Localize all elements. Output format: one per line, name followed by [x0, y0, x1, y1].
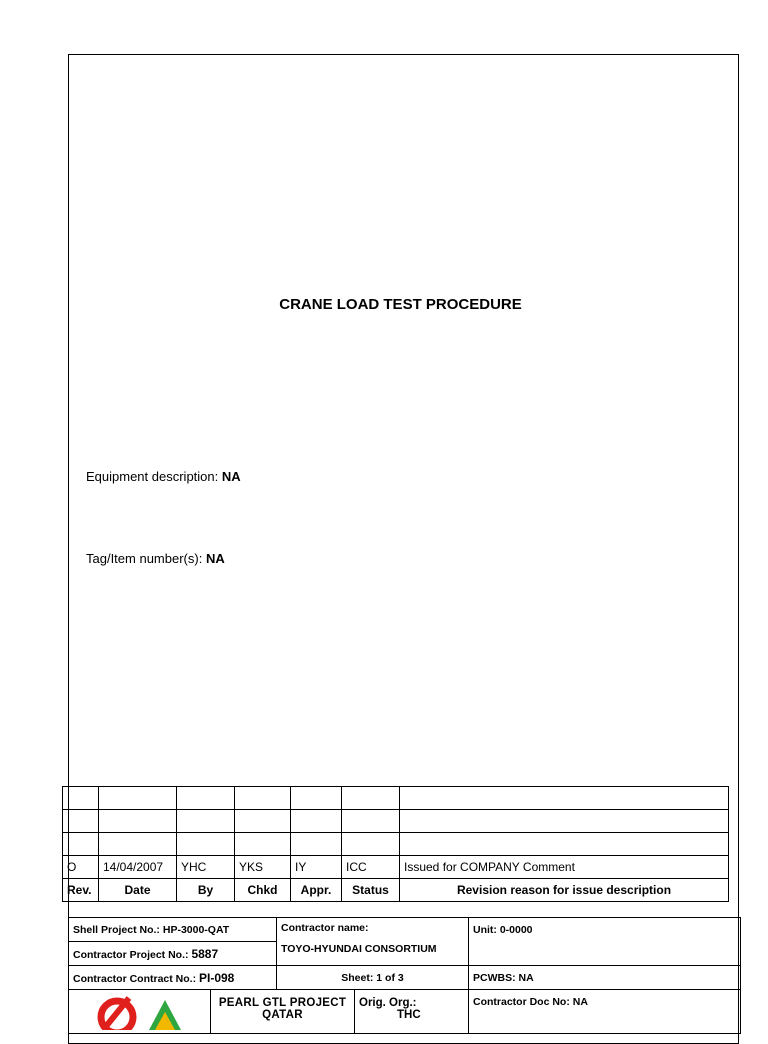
status-cell: ICC [342, 856, 400, 879]
col-date: Date [99, 879, 177, 902]
revision-table [62, 786, 729, 902]
col-chkd: Chkd [235, 879, 291, 902]
unit: Unit: 0-0000 [469, 918, 741, 966]
col-rev: Rev. [63, 879, 99, 902]
rev-cell: O [63, 856, 99, 879]
revision-row-empty [63, 833, 729, 856]
revision-header [63, 879, 729, 902]
revision-row [63, 856, 729, 879]
revision-row-empty [63, 810, 729, 833]
title-block [68, 917, 741, 1034]
tag-label: Tag/Item number(s): [86, 551, 206, 566]
project-name: PEARL GTL PROJECT QATAR [211, 990, 355, 1034]
by-cell: YHC [177, 856, 235, 879]
revision-row-empty [63, 787, 729, 810]
appr-cell: IY [291, 856, 342, 879]
orig-org: Orig. Org.: THC [355, 990, 469, 1034]
shell-project-no: Shell Project No.: HP-3000-QAT [69, 918, 277, 942]
contractor-project-no: Contractor Project No.: 5887 [69, 942, 277, 966]
pcwbs: PCWBS: NA [469, 966, 741, 990]
col-description: Revision reason for issue description [400, 879, 729, 902]
chkd-cell: YKS [235, 856, 291, 879]
contractor-contract-no: Contractor Contract No.: PI-098 [69, 966, 277, 990]
date-cell: 14/04/2007 [99, 856, 177, 879]
description-cell: Issued for COMPANY Comment [400, 856, 729, 879]
document-title: CRANE LOAD TEST PROCEDURE [279, 296, 522, 313]
company-logos [69, 990, 211, 1034]
col-by: By [177, 879, 235, 902]
tag-value: NA [205, 551, 225, 566]
equipment-label: Equipment description: [86, 469, 222, 484]
col-appr: Appr. [291, 879, 342, 902]
contractor-name: Contractor name: TOYO-HYUNDAI CONSORTIUM [277, 918, 469, 966]
company-logo-icon [73, 990, 211, 1030]
contractor-doc-no: Contractor Doc No: NA [469, 990, 741, 1034]
col-status: Status [342, 879, 400, 902]
equipment-value: NA [221, 469, 241, 484]
equipment-description [86, 469, 241, 484]
sheet: Sheet: 1 of 3 [277, 966, 469, 990]
tag-number [86, 551, 225, 566]
